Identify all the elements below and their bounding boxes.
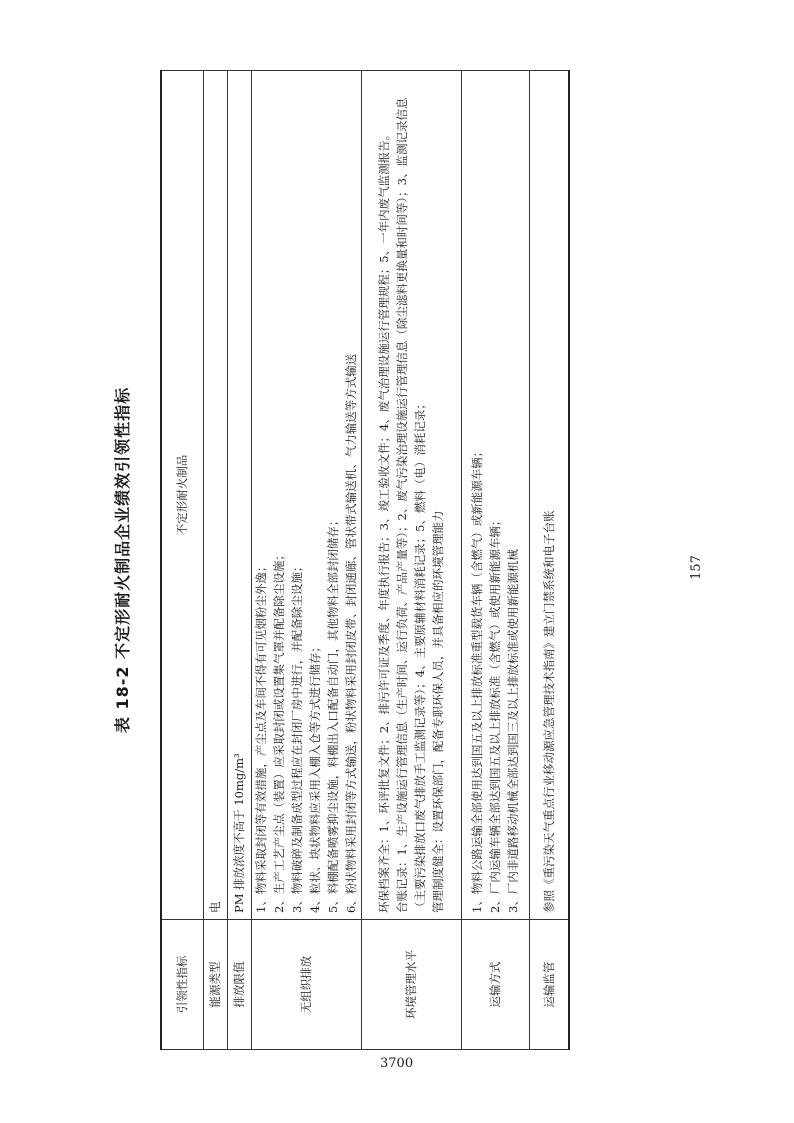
row-label: 运输监管	[529, 920, 569, 1050]
row-line: 1、物料采取封闭等有效措施，产尘点及车间不得有可见烟粉尘外逸；	[254, 560, 268, 913]
row-line: 5、料棚配备喷雾抑尘设施，料棚出入口配备自动门，其他物料全部封闭储存；	[326, 514, 340, 913]
row-line: 台账记录：1、生产设施运行管理信息（生产时间、运行负荷、产品产量等）；2、废气污染治理设施运行管理信息（除尘滤料更换量和时间等）；3、监测记录信息（主要污染排放口废气排放手工监测记录等）；4、主要原辅材料消耗记录；5、燃料（电）消耗记录；	[395, 97, 427, 913]
row-label: 无组织排放	[251, 920, 361, 1050]
row-line: 1、物料公路运输全部使用达到国五及以上排放标准重型载货车辆（含燃气）或新能源车辆；	[470, 445, 484, 913]
row-label: 排放限值	[227, 920, 251, 1050]
row-value	[227, 71, 251, 920]
row-line: 管理制度健全：设置环保部门，配备专职环保人员，并具备相应的环境管理能力	[431, 510, 445, 913]
row-line: 2、厂内运输车辆全部达到国五及以上排放标准（含燃气）或使用新能源车辆；	[488, 514, 502, 913]
row-line: 3、物料破碎及制备成型过程应在封闭厂房中进行，并配备除尘设施；	[290, 560, 304, 913]
rotated-page-content	[113, 70, 556, 1050]
row-value	[251, 71, 361, 920]
row-value	[203, 71, 227, 920]
table-row	[529, 71, 569, 1050]
page-number-bottom: 3700	[380, 1056, 414, 1071]
header-label: 引领性指标	[161, 920, 203, 1050]
row-line: 环保档案齐全：1、环评批复文件；2、排污许可证及季度、年度执行报告；3、竣工验收文件；4、废气治理设施运行管理规程；5、一年内废气监测报告。	[377, 128, 391, 913]
row-label: 环境管理水平	[361, 920, 461, 1050]
row-label: 能源类型	[203, 920, 227, 1050]
indicator-table	[160, 70, 570, 1050]
row-line: 6、粉状物料采用封闭等方式输送，粉状物料采用封闭皮带、封闭通廊、管状带式输送机、气力输送等方式输送	[344, 353, 358, 913]
table-row	[461, 71, 529, 1050]
row-label: 运输方式	[461, 920, 529, 1050]
row-line: 3、厂内非道路移动机械全部达到国三及以上排放标准或使用新能源机械	[506, 549, 520, 913]
table-row	[227, 71, 251, 1050]
row-value	[529, 71, 569, 920]
row-line: 4、粒状、块状物料应采用入棚入仓等方式进行储存；	[308, 641, 322, 913]
row-value	[461, 71, 529, 920]
table-header-row	[161, 71, 203, 1050]
table-row	[203, 71, 227, 1050]
row-line: PM 排放浓度不高于 10mg/m³	[232, 753, 246, 913]
row-line: 2、生产工艺产尘点（装置）应采取封闭或设置集气罩并配备除尘设施；	[272, 549, 286, 913]
row-line: 电	[208, 901, 222, 913]
row-value	[361, 71, 461, 920]
table-row	[251, 71, 361, 1050]
table-caption: 表 18-2 不定形耐火制品企业绩效引领性指标	[113, 386, 132, 734]
table-row	[361, 71, 461, 1050]
header-value: 不定形耐火制品	[161, 71, 203, 920]
row-line: 参照《重污染天气重点行业移动源应急管理技术指南》建立门禁系统和电子台账	[541, 510, 556, 913]
page-number-side: 157	[688, 555, 704, 580]
